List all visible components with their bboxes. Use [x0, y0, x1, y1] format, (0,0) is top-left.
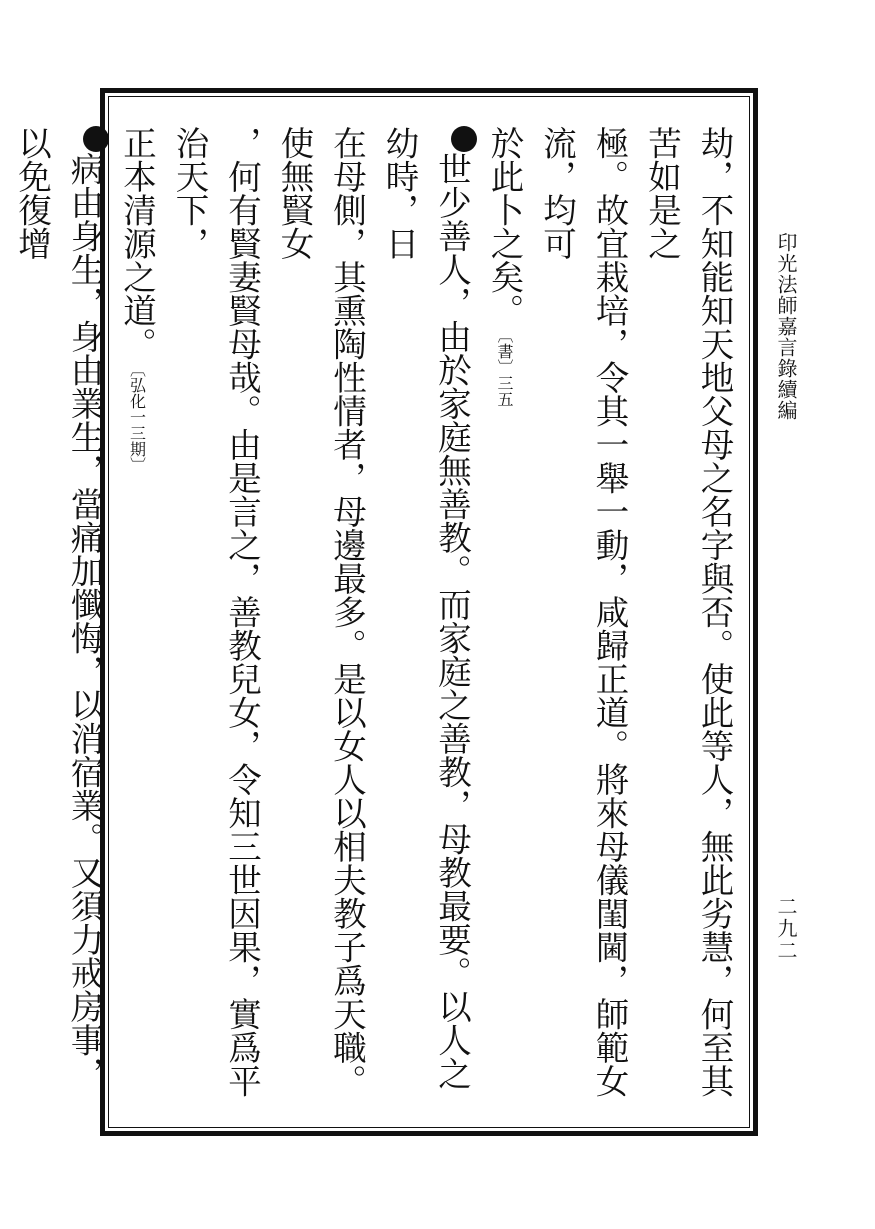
source-note: 〔弘化一三期〕 — [127, 360, 147, 473]
body-text — [12, 126, 740, 1116]
text-column — [5, 126, 110, 1116]
column-text: 在母側，其熏陶性情者，母邊最多。是以女人以相夫教子爲天職。使無賢女 — [275, 126, 367, 1098]
column-text: 世少善人，由於家庭無善教。而家庭之善教，母教最要。以人之幼時，日 — [380, 126, 472, 1090]
text-column — [163, 126, 268, 1116]
column-text: 極。故宜栽培，令其一舉一動，咸歸正道。將來母儀閨閫，師範女流，均可 — [537, 126, 629, 1098]
running-title: 印光法師嘉言錄續編 — [774, 232, 798, 421]
text-column — [373, 126, 478, 1116]
bullet-icon — [451, 126, 477, 152]
column-text: 正本清源之道。 — [117, 126, 157, 361]
column-text: ，何有賢妻賢母哉。由是言之，善教兒女，令知三世因果，實爲平治天下， — [170, 126, 262, 1098]
column-text: 劫，不知能知天地父母之名字與否。使此等人，無此劣慧，何至其苦如是之 — [642, 126, 734, 1098]
text-column — [110, 126, 163, 1116]
column-text: 病由身生，身由業生，當痛加懺悔，以消宿業。又須力戒房事，以免復增 — [12, 126, 104, 1090]
text-column — [530, 126, 635, 1116]
text-column — [0, 126, 5, 1116]
column-text: 於此卜之矣。 — [485, 126, 524, 327]
text-column — [635, 126, 740, 1116]
page-number: 二九二 — [774, 896, 798, 962]
source-note: 〔書〕三五 — [495, 327, 514, 407]
text-column — [478, 126, 531, 1116]
bullet-icon — [83, 126, 109, 152]
text-column — [268, 126, 373, 1116]
